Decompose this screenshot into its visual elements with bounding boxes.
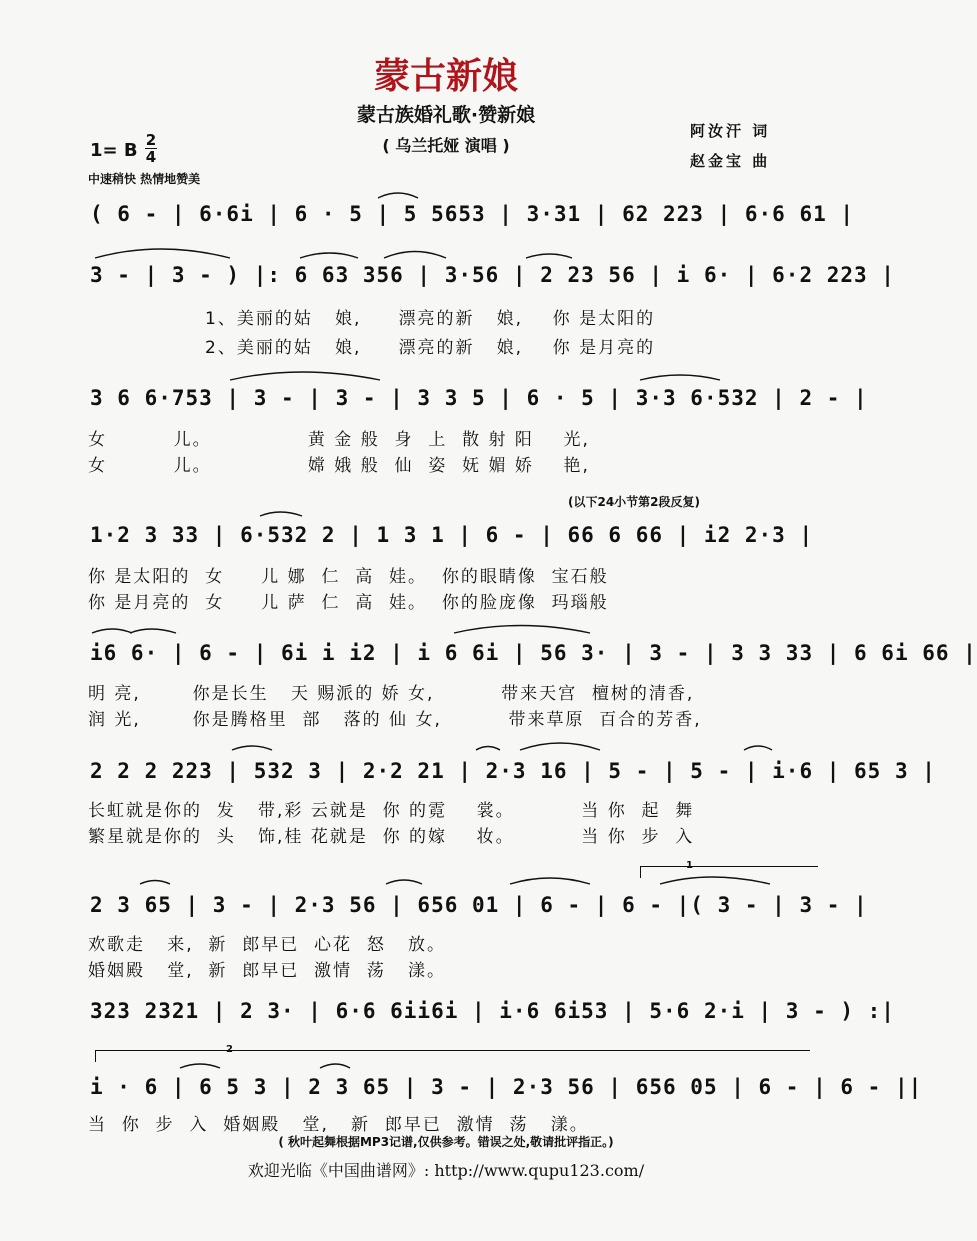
slur xyxy=(660,877,770,884)
slur xyxy=(92,629,132,633)
lyric-line-2a: 1、美丽的姑 娘, 漂亮的新 娘, 你 是太阳的 xyxy=(205,309,656,329)
song-title: 蒙古新娘 xyxy=(373,56,518,97)
time-bottom: 4 xyxy=(145,148,157,166)
ending-2-tick xyxy=(95,1050,96,1062)
slur xyxy=(520,743,600,750)
lyric-line-6b: 繁星就是你的 头 饰,桂 花就是 你 的嫁 妆。 当 你 步 入 xyxy=(88,827,695,847)
notation-line-9: i · 6 | 6 5 3 | 2 3 65 | 3 - | 2·3 56 | 656 05 | 6 - | 6 - || xyxy=(90,1075,923,1099)
ending-1-label: 1 xyxy=(686,860,693,871)
notation-line-8: 323 2321 | 2 3· | 6·6 6ii6i | i·6 6i53 | 5·6 2·i | 3 - ) :| xyxy=(90,999,895,1023)
slur xyxy=(476,747,500,751)
lyric-line-6a: 长虹就是你的 发 带,彩 云就是 你 的霓 裳。 当 你 起 舞 xyxy=(88,801,695,821)
lyric-line-3b: 女 儿。 嫦 娥 般 仙 姿 妩 媚 娇 艳, xyxy=(88,456,590,476)
lyric-line-9: 当 你 步 入 婚姻殿 堂, 新 郎早已 激情 荡 漾。 xyxy=(88,1115,589,1135)
slur xyxy=(526,254,572,258)
notation-line-4: 1·2 3 33 | 6·532 2 | 1 3 1 | 6 - | 66 6 66 | i2 2·3 | xyxy=(90,523,814,547)
lyric-line-7b: 婚姻殿 堂, 新 郎早已 激情 荡 漾。 xyxy=(88,961,447,981)
slur xyxy=(378,193,418,198)
lyric-line-5b: 润 光, 你是腾格里 部 落的 仙 女, 带来草原 百合的芳香, xyxy=(88,710,702,730)
slur xyxy=(320,1064,350,1068)
lyric-line-4b: 你 是月亮的 女 儿 萨 仁 高 娃。 你的脸庞像 玛瑙般 xyxy=(88,593,609,613)
ending-1-bracket xyxy=(640,866,818,867)
notation-line-2: 3 - | 3 - ) |: 6 63 356 | 3·56 | 2 23 56 | i 6· | 6·2 223 | xyxy=(90,263,895,287)
lyric-line-7a: 欢歌走 来, 新 郎早已 心花 怒 放。 xyxy=(88,935,447,955)
slur xyxy=(454,626,590,634)
notation-line-3: 3 6 6·753 | 3 - | 3 - | 3 3 5 | 6 · 5 | 3·3 6·532 | 2 - | xyxy=(90,386,868,410)
performer: ( 乌兰托娅 演唱 ) xyxy=(382,136,510,155)
slur xyxy=(230,372,380,380)
composer: 赵金宝 曲 xyxy=(690,152,771,170)
song-subtitle: 蒙古族婚礼歌·赞新娘 xyxy=(356,104,536,126)
tempo-marking: 中速稍快 热情地赞美 xyxy=(88,172,201,186)
time-signature xyxy=(145,132,157,165)
lyric-line-2b: 2、美丽的姑 娘, 漂亮的新 娘, 你 是月亮的 xyxy=(205,338,656,358)
lyricist: 阿汝汗 词 xyxy=(690,122,771,140)
footnote: ( 秋叶起舞根据MP3记谱,仅供参考。错误之处,敬请批评指正。) xyxy=(278,1135,614,1149)
slur xyxy=(95,249,230,258)
slur xyxy=(744,746,772,750)
time-top: 2 xyxy=(145,131,157,149)
slur xyxy=(300,253,358,258)
slur xyxy=(510,878,590,884)
slur xyxy=(384,252,446,259)
slur xyxy=(180,1064,220,1068)
notation-line-1: ( 6 - | 6·6i | 6 · 5 | 5 5653 | 3·31 | 62 223 | 6·6 61 | xyxy=(90,202,855,226)
key-signature: 1= B xyxy=(90,140,138,161)
lyric-line-5a: 明 亮, 你是长生 天 赐派的 娇 女, 带来天宫 檀树的清香, xyxy=(88,684,695,704)
slur xyxy=(232,746,272,750)
notation-line-6: 2 2 2 223 | 532 3 | 2·2 21 | 2·3 16 | 5 - | 5 - | i·6 | 65 3 | xyxy=(90,759,936,783)
lyric-line-4a: 你 是太阳的 女 儿 娜 仁 高 娃。 你的眼睛像 宝石般 xyxy=(88,567,609,587)
ending-2-label: 2 xyxy=(226,1044,233,1055)
slur xyxy=(130,629,176,633)
ending-1-tick xyxy=(640,866,641,878)
slur xyxy=(260,512,302,516)
notation-line-5: i6 6· | 6 - | 6i i i2 | i 6 6i | 56 3· | 3 - | 3 3 33 | 6 6i 66 | xyxy=(90,641,977,665)
slur xyxy=(386,880,422,884)
repeat-note: (以下24小节第2段反复) xyxy=(568,495,701,509)
site-footer: 欢迎光临《中国曲谱网》: http://www.qupu123.com/ xyxy=(247,1161,645,1180)
slur xyxy=(140,881,170,885)
ending-2-bracket xyxy=(95,1050,810,1051)
lyric-line-3a: 女 儿。 黄 金 般 身 上 散 射 阳 光, xyxy=(88,430,590,450)
notation-line-7: 2 3 65 | 3 - | 2·3 56 | 656 01 | 6 - | 6 - |( 3 - | 3 - | xyxy=(90,893,868,917)
slur xyxy=(640,375,720,380)
